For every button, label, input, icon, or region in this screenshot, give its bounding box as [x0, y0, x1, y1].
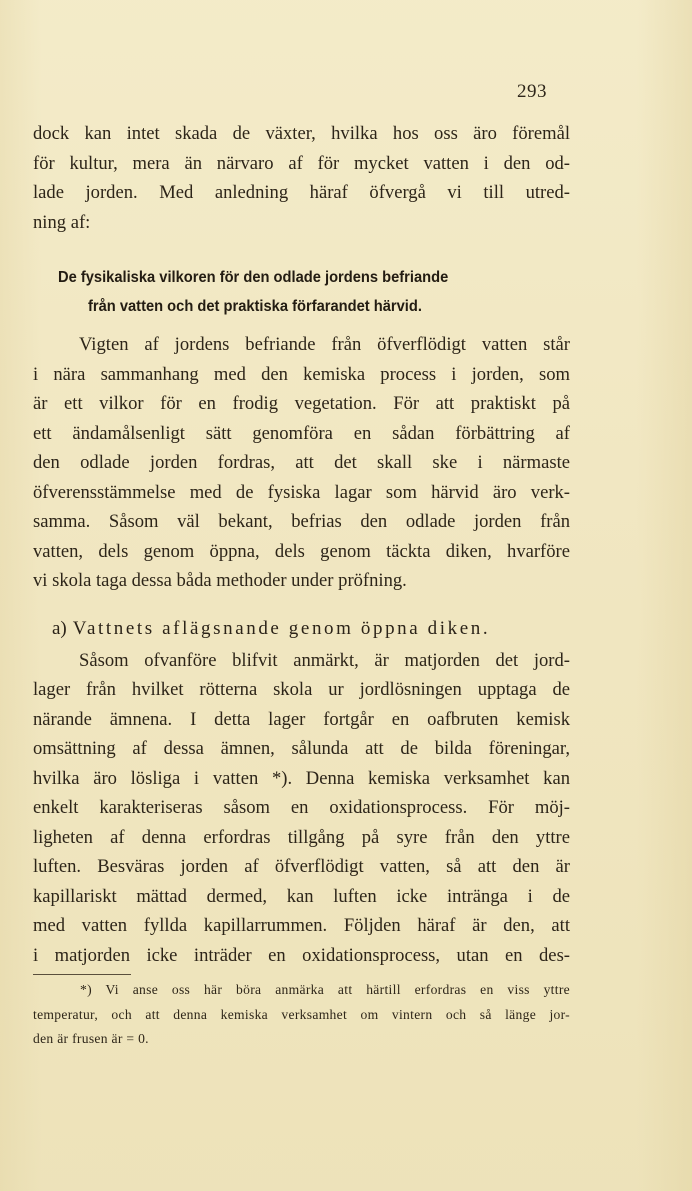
text-line: lade jorden. Med anledning häraf öfvergå vi till utred-	[33, 182, 570, 203]
text-line: i nära sammanhang med den kemiska process i jorden, som	[33, 364, 570, 385]
text-line: dock kan intet skada de växter, hvilka hos oss äro föremål	[33, 123, 570, 144]
section-heading-line: från vatten och det praktiska förfarandet härvid.	[88, 298, 422, 315]
text-line: lager från hvilket rötterna skola ur jordlösningen upptaga de	[33, 679, 570, 700]
text-line: är ett vilkor för en frodig vegetation. För att praktiskt på	[33, 393, 570, 414]
text-line: enkelt karakteriseras såsom en oxidationsprocess. För möj-	[33, 797, 570, 818]
text-line: hvilka äro lösliga i vatten *). Denna kemiska verksamhet kan	[33, 768, 570, 789]
text-line: för kultur, mera än närvaro af för mycket vatten i den od-	[33, 153, 570, 174]
text-line: den odlade jorden fordras, att det skall ske i närmaste	[33, 452, 570, 473]
text-line: vi skola taga dessa båda methoder under pröfning.	[33, 570, 407, 591]
text-line: vatten, dels genom öppna, dels genom täckta diken, hvarföre	[33, 541, 570, 562]
footnote-divider	[33, 974, 131, 975]
text-line: öfverensstämmelse med de fysiska lagar som härvid äro verk-	[33, 482, 570, 503]
page-number: 293	[517, 81, 547, 102]
text-line: Såsom ofvanföre blifvit anmärkt, är matjorden det jord-	[79, 650, 570, 671]
text-line: luften. Besväras jorden af öfverflödigt vatten, så att den är	[33, 856, 570, 877]
text-line: med vatten fyllda kapillarrummen. Följden häraf är den, att	[33, 915, 570, 936]
text-line: ett ändamålsenligt sätt genomföra en sådan förbättring af	[33, 423, 570, 444]
subsection-marker: a)	[52, 618, 67, 639]
text-line: i matjorden icke inträder en oxidationsprocess, utan en des-	[33, 945, 570, 966]
text-line: samma. Såsom väl bekant, befrias den odlade jorden från	[33, 511, 570, 532]
footnote-line: temperatur, och att denna kemiska verksamhet om vintern och så länge jor-	[33, 1007, 570, 1022]
text-line: kapillariskt mättad dermed, kan luften icke intränga i de	[33, 886, 570, 907]
subsection-title: Vattnets aflägsnande genom öppna diken.	[72, 618, 491, 639]
text-line: Vigten af jordens befriande från öfverflödigt vatten står	[79, 334, 570, 355]
text-line: omsättning af dessa ämnen, sålunda att de bilda föreningar,	[33, 738, 570, 759]
footnote-line: *) Vi anse oss här böra anmärka att härtill erfordras en viss yttre	[80, 982, 570, 997]
text-line: närande ämnena. I detta lager fortgår en oafbruten kemisk	[33, 709, 570, 730]
footnote-line: den är frusen är = 0.	[33, 1031, 149, 1046]
text-line: ligheten af denna erfordras tillgång på syre från den yttre	[33, 827, 570, 848]
subsection-heading	[52, 618, 490, 640]
section-heading-line: De fysikaliska vilkoren för den odlade jordens befriande	[58, 269, 449, 286]
text-line: ning af:	[33, 212, 91, 233]
